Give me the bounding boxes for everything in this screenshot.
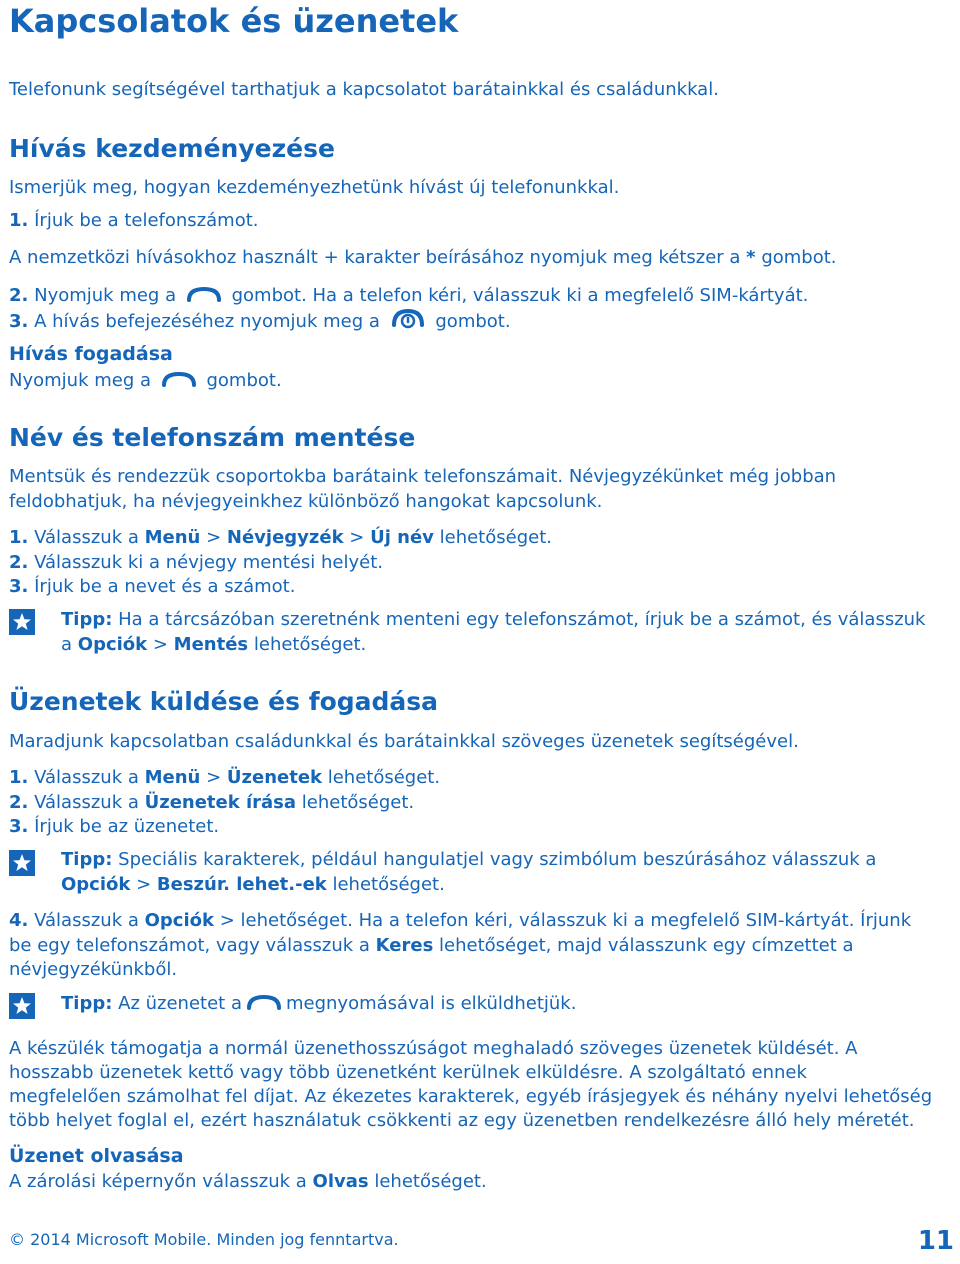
msg-para-line-1: A készülék támogatja a normál üzenethosszúságot meghaladó szöveges üzenetek küldését. A: [9, 1038, 858, 1059]
menu-label: Menü: [144, 767, 201, 788]
msg-step-1: [9, 766, 440, 790]
tip-text: Ha a tárcsázóban szeretnénk menteni egy telefonszámot, írjuk be a számot, és válasszuk: [112, 609, 926, 630]
step-text-end: lehetőséget.: [322, 767, 441, 788]
messages-label: Üzenetek: [226, 767, 322, 788]
msg-step-2: [9, 791, 414, 815]
tip-text: a: [61, 634, 78, 655]
msg-tip2: [61, 992, 576, 1019]
step-number: 3.: [9, 816, 29, 837]
tip-star-icon: [9, 993, 35, 1019]
read-open-label: Olvas: [312, 1171, 369, 1192]
separator: >: [200, 767, 227, 788]
separator: >: [343, 527, 371, 548]
step-number: 1.: [9, 527, 29, 548]
separator: >: [200, 527, 227, 548]
contacts-label: Névjegyzék: [226, 527, 344, 548]
call-key-icon: [161, 371, 197, 396]
contact-step-3: [9, 575, 295, 599]
step-number: 2.: [9, 552, 29, 573]
step-number: 3.: [9, 311, 29, 332]
call-step-1: [9, 209, 259, 233]
step-text: A hívás befejezéséhez nyomjuk meg a: [34, 311, 380, 332]
menu-label: Menü: [144, 527, 201, 548]
step-text: > lehetőséget. Ha a telefon kéri, válasszuk ki a megfelelő SIM-kártyát. Írjunk: [213, 910, 912, 931]
read-heading: Üzenet olvasása: [9, 1145, 184, 1167]
contact-intro-1: Mentsük és rendezzük csoportokba barátaink telefonszámait. Névjegyzékünket még jobban: [9, 466, 837, 487]
tip-text-end: megnyomásával is elküldhetjük.: [285, 993, 577, 1014]
msg-para-line-4: több helyet foglal el, ezért használatuk csökkenti az egy üzenetben rendelkezésre álló hely méretét.: [9, 1110, 915, 1131]
answer-text: [9, 369, 282, 396]
tip-star-icon: [9, 850, 35, 876]
step-text: Válasszuk a: [34, 767, 145, 788]
read-text-end: lehetőséget.: [368, 1171, 487, 1192]
search-label: Keres: [375, 935, 434, 956]
msg-intro: Maradjunk kapcsolatban családunkkal és barátainkkal szöveges üzenetek segítségével.: [9, 731, 799, 752]
step-number: 1.: [9, 210, 29, 231]
separator: >: [147, 634, 174, 655]
call-step-2: [9, 284, 808, 311]
msg-step-4-line-3: névjegyzékünkből.: [9, 959, 178, 980]
options-label: Opciók: [77, 634, 148, 655]
step-number: 2.: [9, 792, 29, 813]
tip-text-end: lehetőséget.: [248, 634, 367, 655]
call-step-3: [9, 308, 511, 337]
call-step-1-note: [9, 246, 837, 270]
msg-para-line-3: megfelelően számolhat fel díjat. Az ékezetes karakterek, egyéb írásjegyek és néhány nyelvi lehetőség: [9, 1086, 933, 1107]
call-key-icon: [246, 994, 282, 1019]
tip-label: Tipp:: [61, 849, 113, 870]
contact-tip-line-2: [61, 633, 366, 657]
step-text: Válasszuk ki a névjegy mentési helyét.: [34, 552, 383, 573]
step-text: Válasszuk a: [34, 910, 145, 931]
contact-step-2: [9, 551, 383, 575]
save-label: Mentés: [173, 634, 249, 655]
options-label: Opciók: [61, 874, 131, 895]
msg-step-4-line-2: [9, 934, 854, 958]
answer-heading: Hívás fogadása: [9, 343, 173, 365]
options-label: Opciók: [144, 910, 214, 931]
contact-heading: Név és telefonszám mentése: [9, 423, 416, 452]
tip-text-end: lehetőséget.: [326, 874, 445, 895]
step-text: be egy telefonszámot, vagy válasszuk a: [9, 935, 376, 956]
answer-text-start: Nyomjuk meg a: [9, 370, 152, 391]
step-text: Írjuk be az üzenetet.: [34, 816, 220, 837]
contact-step-1: [9, 526, 552, 550]
insert-special-label: Beszúr. lehet.-ek: [156, 874, 327, 895]
step-text-end: lehetőséget.: [296, 792, 415, 813]
step-number: 1.: [9, 767, 29, 788]
end-key-icon: [390, 308, 426, 337]
msg-step-4-line-1: [9, 909, 911, 933]
step-number: 2.: [9, 285, 29, 306]
note-text-end: gombot.: [755, 247, 837, 268]
page-title: Kapcsolatok és üzenetek: [9, 2, 459, 40]
step-text-end: gombot.: [435, 311, 511, 332]
copyright: © 2014 Microsoft Mobile. Minden jog fenntartva.: [9, 1230, 399, 1249]
tip-text: Speciális karakterek, például hangulatjel vagy szimbólum beszúrásához válasszuk a: [112, 849, 877, 870]
tip-label: Tipp:: [61, 609, 113, 630]
step-number: 4.: [9, 910, 29, 931]
step-text-end: lehetőséget.: [433, 527, 552, 548]
step-text: Írjuk be a telefonszámot.: [34, 210, 259, 231]
msg-tip1-line-2: [61, 873, 445, 897]
star-key-label: *: [746, 247, 756, 268]
call-intro: Ismerjük meg, hogyan kezdeményezhetünk hívást új telefonunkkal.: [9, 177, 620, 198]
step-text: lehetőséget, majd válasszunk egy címzettet a: [433, 935, 854, 956]
step-text: Írjuk be a nevet és a számot.: [34, 576, 296, 597]
page-number: 11: [917, 1226, 954, 1256]
separator: >: [130, 874, 157, 895]
step-text: Nyomjuk meg a: [34, 285, 177, 306]
call-heading: Hívás kezdeményezése: [9, 134, 335, 163]
msg-tip1-line-1: [61, 848, 876, 872]
answer-text-end: gombot.: [206, 370, 282, 391]
msg-step-3: [9, 815, 219, 839]
tip-text: Az üzenetet a: [112, 993, 242, 1014]
contact-intro-2: feldobhatjuk, ha névjegyeinkhez különböző hangokat kapcsolunk.: [9, 491, 603, 512]
msg-para-line-2: hosszabb üzenetek kettő vagy több üzenetként kerülnek elküldésre. A szolgáltató ennek: [9, 1062, 807, 1083]
step-number: 3.: [9, 576, 29, 597]
read-text-start: A zárolási képernyőn válasszuk a: [9, 1171, 313, 1192]
new-name-label: Új név: [370, 527, 434, 548]
read-text: [9, 1170, 487, 1194]
note-text: A nemzetközi hívásokhoz használt + karakter beírásához nyomjuk meg kétszer a: [9, 247, 747, 268]
contact-tip-line-1: [61, 608, 925, 632]
tip-label: Tipp:: [61, 993, 113, 1014]
step-text-end: gombot. Ha a telefon kéri, válasszuk ki a megfelelő SIM-kártyát.: [231, 285, 809, 306]
intro-text: Telefonunk segítségével tarthatjuk a kapcsolatot barátainkkal és családunkkal.: [9, 79, 719, 100]
tip-star-icon: [9, 609, 35, 635]
step-text: Válasszuk a: [34, 792, 145, 813]
step-text: Válasszuk a: [34, 527, 145, 548]
write-message-label: Üzenetek írása: [144, 792, 297, 813]
msg-heading: Üzenetek küldése és fogadása: [9, 687, 439, 716]
